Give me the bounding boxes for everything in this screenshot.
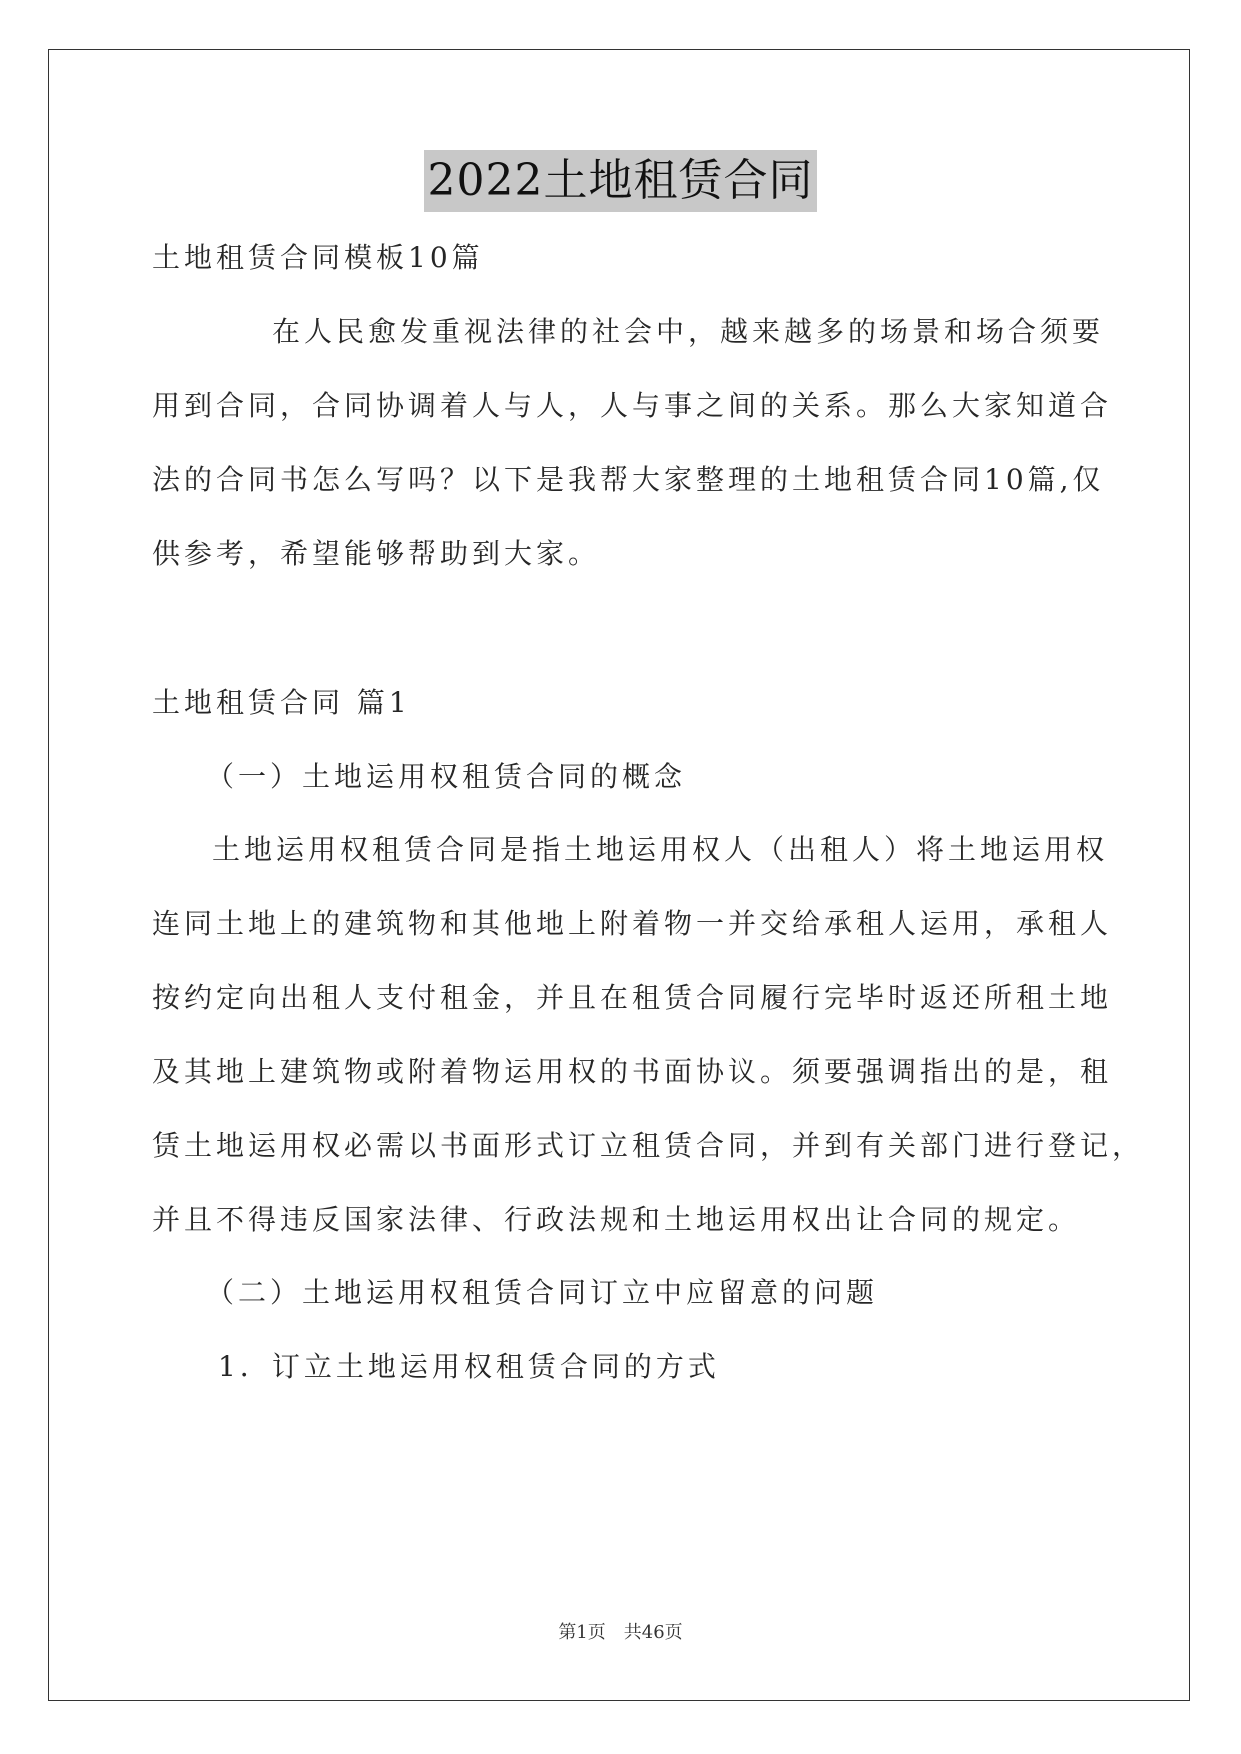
body-line: 按约定向出租人支付租金，并且在租赁合同履行完毕时返还所租土地: [152, 981, 1113, 1014]
intro-line: 在人民愈发重视法律的社会中，越来越多的场景和场合须要: [272, 315, 1105, 348]
body-line: 及其地上建筑物或附着物运用权的书面协议。须要强调指出的是，租: [152, 1055, 1113, 1088]
intro-line: 法的合同书怎么写吗？以下是我帮大家整理的土地租赁合同10篇,仅: [152, 463, 1105, 496]
subheading: （一）土地运用权租赁合同的概念: [206, 760, 687, 793]
body-line: 土地运用权租赁合同是指土地运用权人（出租人）将土地运用权: [212, 833, 1109, 866]
body-line: 连同土地上的建筑物和其他地上附着物一并交给承租人运用，承租人: [152, 907, 1113, 940]
page-border: [48, 49, 1190, 1701]
page-number-footer: 第1页 共46页: [558, 1622, 683, 1643]
subheading: （二）土地运用权租赁合同订立中应留意的问题: [206, 1276, 879, 1309]
document-subtitle: 土地租赁合同模板10篇: [152, 241, 484, 274]
intro-line: 供参考，希望能够帮助到大家。: [152, 537, 601, 570]
document-title: 2022土地租赁合同: [424, 150, 818, 212]
body-line: 赁土地运用权必需以书面形式订立租赁合同，并到有关部门进行登记，: [152, 1129, 1145, 1162]
section-heading: 土地租赁合同 篇1: [152, 686, 411, 719]
body-line: 并且不得违反国家法律、行政法规和土地运用权出让合同的规定。: [152, 1203, 1081, 1236]
title-container: [0, 150, 1241, 212]
intro-line: 用到合同，合同协调着人与人，人与事之间的关系。那么大家知道合: [152, 389, 1113, 422]
numbered-item: 1．订立土地运用权租赁合同的方式: [218, 1350, 720, 1383]
